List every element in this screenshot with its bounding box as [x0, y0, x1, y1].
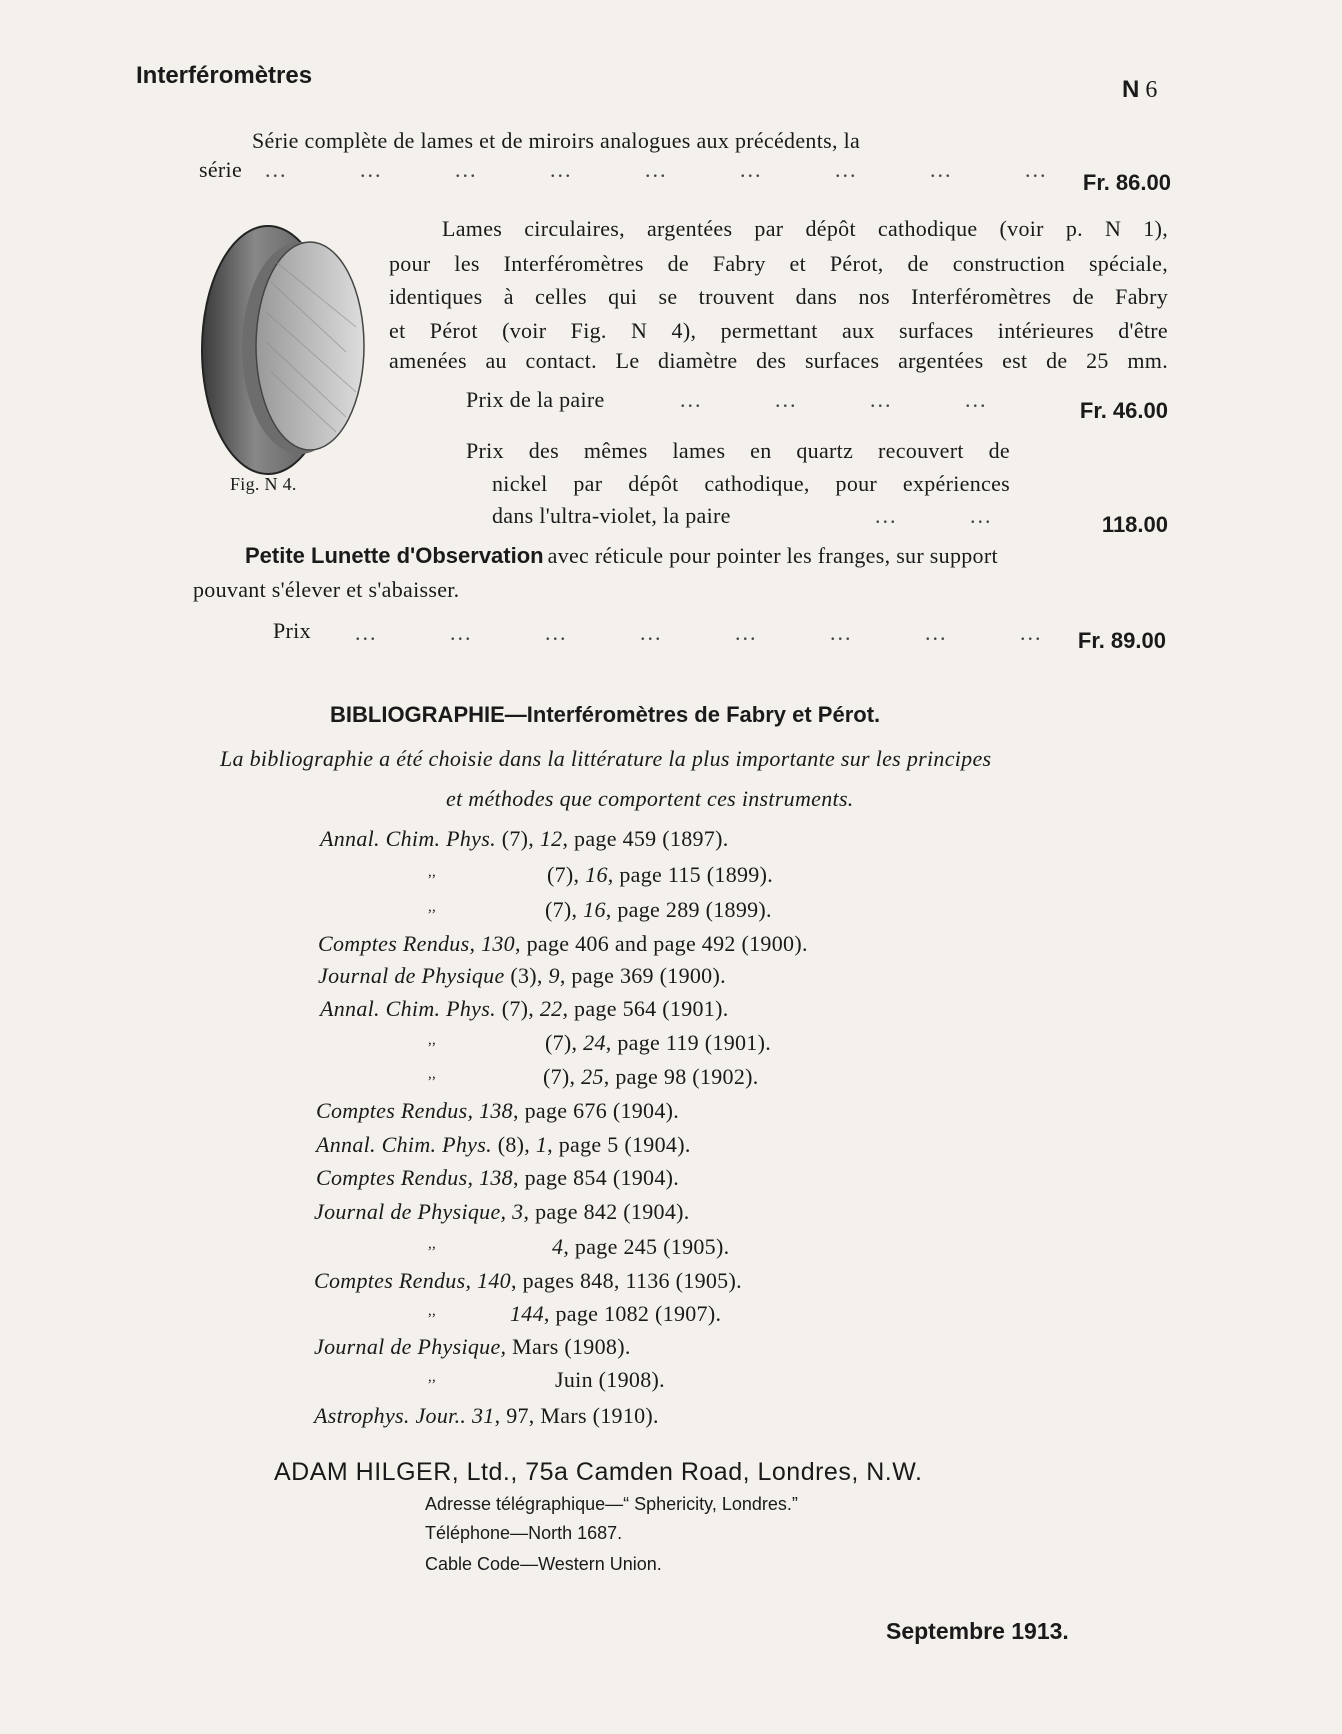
leader-dot: ... — [355, 620, 378, 645]
leader-dot: ... — [450, 620, 473, 645]
page-number-letter: N — [1122, 76, 1140, 103]
citation-detail: , page 459 (1897). — [562, 826, 729, 851]
leader-dot: ... — [360, 157, 383, 182]
citation-source: 9 — [548, 963, 560, 988]
leader-dot: ... — [740, 157, 763, 182]
bibliography-entry — [547, 862, 773, 888]
citation-source: Comptes Rendus, — [314, 1268, 478, 1293]
bibliography-entry — [314, 1199, 690, 1225]
ditto-mark: ,, — [428, 1303, 437, 1319]
bibliography-entry — [314, 1268, 742, 1294]
price-paire: Fr. 46.00 — [1079, 398, 1168, 423]
citation-source: 16 — [585, 862, 608, 887]
price-label-lunette: Prix — [273, 618, 311, 643]
citation-source: 1 — [535, 1132, 548, 1157]
citation-source: Journal de Physique, — [314, 1334, 513, 1359]
bibliography-entry — [552, 1234, 729, 1260]
citation-source: Journal de Physique, — [314, 1199, 513, 1224]
citation-source: Comptes Rendus, — [318, 931, 482, 956]
ditto-mark: ,, — [428, 864, 437, 880]
citation-detail: (7), — [545, 897, 584, 922]
citation-source: Comptes Rendus, — [316, 1098, 480, 1123]
bibliography-intro-line-1: La bibliographie a été choisie dans la littérature la plus importante sur les principes — [220, 746, 992, 771]
citation-detail: , 97, Mars (1910). — [494, 1403, 659, 1428]
price-series: Fr. 86.00 — [1082, 170, 1171, 195]
citation-detail: , page 289 (1899). — [605, 897, 772, 922]
citation-source: Annal. Chim. Phys. — [320, 996, 496, 1021]
page-number-value: 6 — [1145, 77, 1158, 103]
bibliography-entry — [316, 1098, 679, 1124]
citation-detail: , page 119 (1901). — [605, 1030, 772, 1055]
citation-source: 138 — [479, 1098, 513, 1123]
item-lames-line-1: Lames circulaires, argentées par dépôt cathodique (voir p. N 1), — [442, 216, 1168, 241]
leader-dot: ... — [830, 620, 853, 645]
citation-source: 16 — [583, 897, 606, 922]
price-quartz: 118.00 — [1101, 512, 1168, 537]
leader-dot: ... — [550, 157, 573, 182]
citation-source: Journal de Physique — [318, 963, 505, 988]
citation-source: 24 — [583, 1030, 606, 1055]
item-lunette-title: Petite Lunette d'Observation — [245, 543, 544, 568]
bibliography-entry — [545, 897, 772, 923]
ditto-mark: ,, — [428, 899, 437, 915]
ditto-mark: ,, — [428, 1369, 437, 1385]
bibliography-entry — [545, 1030, 771, 1056]
citation-detail: , page 564 (1901). — [562, 996, 729, 1021]
bibliography-entry — [314, 1334, 631, 1360]
citation-detail: (3), — [504, 963, 549, 988]
citation-detail: (7), — [543, 1064, 582, 1089]
date: Septembre 1913. — [886, 1618, 1069, 1644]
leader-dot: ... — [875, 503, 898, 528]
price-lunette: Fr. 89.00 — [1077, 628, 1166, 653]
citation-source: 4 — [552, 1234, 564, 1259]
item-quartz-line-1: Prix des mêmes lames en quartz recouvert de — [466, 438, 1010, 463]
ditto-mark: ,, — [428, 1032, 437, 1048]
leader-dot: ... — [455, 157, 478, 182]
bibliography-entry — [316, 1165, 679, 1191]
item-series-line-1: Série complète de lames et de miroirs analogues aux précédents, la — [252, 128, 861, 153]
citation-source: 130 — [481, 931, 515, 956]
leader-dot: ... — [680, 387, 703, 412]
citation-detail: , page 676 (1904). — [512, 1098, 680, 1123]
citation-detail: , page 406 and page 492 (1900). — [514, 931, 808, 956]
telegraph-address: Adresse télégraphique—“ Sphericity, Londres.” — [425, 1494, 798, 1514]
price-label-paire: Prix de la paire — [466, 387, 605, 412]
bibliography-heading-rest: —Interféromètres de Fabry et Pérot. — [504, 702, 881, 727]
leader-dot: ... — [1020, 620, 1043, 645]
citation-detail: (7), — [495, 826, 540, 851]
bibliography-entry — [316, 1132, 691, 1158]
citation-detail: (7), — [547, 862, 586, 887]
citation-source: 12 — [539, 826, 563, 851]
leader-dot: ... — [970, 503, 993, 528]
leader-dot: ... — [735, 620, 758, 645]
item-lames-line-3: identiques à celles qui se trouvent dans nos Interféromètres de Fabry — [389, 284, 1168, 309]
citation-source: Astrophys. Jour.. — [314, 1403, 472, 1428]
item-lunette-text: avec réticule pour pointer les franges, sur support — [547, 543, 998, 568]
citation-detail: , page 98 (1902). — [603, 1064, 759, 1089]
bibliography-entry — [320, 996, 729, 1022]
citation-source: 140 — [477, 1268, 511, 1293]
figure-caption: Fig. N 4. — [230, 474, 297, 494]
leader-dot: ... — [835, 157, 858, 182]
bibliography-entry — [555, 1367, 665, 1393]
citation-source: 144 — [510, 1301, 544, 1326]
item-quartz-line-2: nickel par dépôt cathodique, pour expériences — [492, 471, 1010, 496]
citation-source: 22 — [539, 996, 563, 1021]
leader-dot: ... — [645, 157, 668, 182]
citation-detail: , page 115 (1899). — [607, 862, 774, 887]
bibliography-entry — [320, 826, 729, 852]
citation-source: 31 — [471, 1403, 495, 1428]
citation-source: Annal. Chim. Phys. — [320, 826, 496, 851]
leader-dot: ... — [930, 157, 953, 182]
citation-detail: , page 369 (1900). — [559, 963, 726, 988]
ditto-mark: ,, — [428, 1236, 437, 1252]
citation-detail: , pages 848, 1136 (1905). — [510, 1268, 742, 1293]
citation-detail: , page 5 (1904). — [547, 1132, 691, 1157]
page-title: Interféromètres — [136, 62, 313, 89]
leader-dot: ... — [965, 387, 988, 412]
citation-detail: (8), — [491, 1132, 536, 1157]
citation-detail: , page 854 (1904). — [512, 1165, 680, 1190]
lens-figure-image — [196, 222, 371, 478]
cable-code: Cable Code—Western Union. — [425, 1554, 662, 1574]
page-number — [1122, 76, 1157, 104]
citation-source: 25 — [581, 1064, 604, 1089]
bibliography-entry — [318, 931, 808, 957]
citation-detail: , page 842 (1904). — [523, 1199, 690, 1224]
bibliography-heading-bold: BIBLIOGRAPHIE — [330, 702, 505, 727]
leader-dot: ... — [870, 387, 893, 412]
leader-dot: ... — [265, 157, 288, 182]
citation-source: Comptes Rendus, — [316, 1165, 480, 1190]
citation-detail: (7), — [545, 1030, 584, 1055]
ditto-mark: ,, — [428, 1066, 437, 1082]
leader-dot: ... — [1025, 157, 1048, 182]
telephone: Téléphone—North 1687. — [425, 1523, 623, 1543]
citation-detail: , page 245 (1905). — [563, 1234, 730, 1259]
company-address: ADAM HILGER, Ltd., 75a Camden Road, Londres, N.W. — [274, 1458, 923, 1486]
citation-detail: , page 1082 (1907). — [543, 1301, 722, 1326]
leader-dot: ... — [925, 620, 948, 645]
citation-source: Annal. Chim. Phys. — [316, 1132, 492, 1157]
item-lames-line-2: pour les Interféromètres de Fabry et Pérot, de construction spéciale, — [389, 251, 1168, 276]
citation-source: 138 — [479, 1165, 513, 1190]
leader-dot: ... — [775, 387, 798, 412]
item-lunette-line-1 — [245, 543, 1168, 569]
bibliography-entry — [510, 1301, 721, 1327]
item-lames-line-5: amenées au contact. Le diamètre des surfaces argentées est de 25 mm. — [389, 348, 1168, 373]
bibliography-entry — [318, 963, 726, 989]
bibliography-entry — [543, 1064, 759, 1090]
item-quartz-line-3: dans l'ultra-violet, la paire — [492, 503, 731, 528]
citation-detail: Mars (1908). — [512, 1334, 631, 1359]
leader-dot: ... — [545, 620, 568, 645]
item-lunette-line-2: pouvant s'élever et s'abaisser. — [193, 577, 460, 602]
citation-source: 3 — [512, 1199, 524, 1224]
bibliography-entry — [314, 1403, 659, 1429]
item-series-line-2: série — [199, 157, 243, 182]
leader-dot: ... — [640, 620, 663, 645]
citation-detail: Juin (1908). — [555, 1367, 665, 1392]
bibliography-intro-line-2: et méthodes que comportent ces instruments. — [446, 786, 854, 811]
citation-detail: (7), — [495, 996, 540, 1021]
bibliography-heading — [330, 702, 880, 728]
item-lames-line-4: et Pérot (voir Fig. N 4), permettant aux surfaces intérieures d'être — [389, 318, 1168, 343]
